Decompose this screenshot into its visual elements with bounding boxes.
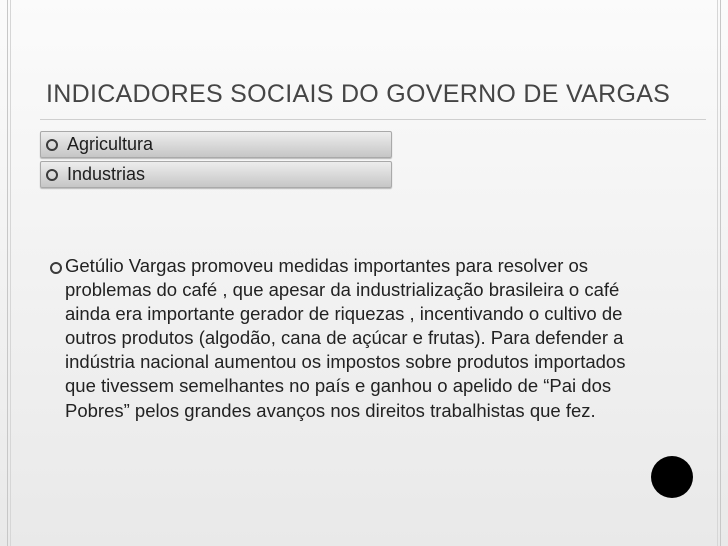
bullet-ring-icon <box>46 169 58 181</box>
title-divider <box>40 119 706 120</box>
bullet-label: Industrias <box>67 164 146 184</box>
slide-title: INDICADORES SOCIAIS DO GOVERNO DE VARGAS <box>46 80 671 108</box>
bullet-label: Agricultura <box>67 134 154 154</box>
bullet-ring-icon <box>46 139 58 151</box>
black-circle-decoration <box>651 456 693 498</box>
left-border-line <box>7 0 8 546</box>
left-border-line-inner <box>10 0 11 546</box>
bullet-bar-industrias <box>40 161 392 188</box>
right-border-line-inner <box>717 0 718 546</box>
bullet-bar-agricultura <box>40 131 392 158</box>
body-paragraph: Getúlio Vargas promoveu medidas importantes para resolver os problemas do café , que apesar da industrialização brasileira o café ainda era importante gerador de riquezas , incentivando o cultivo de outros produtos (algodão, cana de açúcar e frutas). Para defender a indústria nacional aumentou os impostos sobre produtos importados que tivessem semelhantes no país e ganhou o apelido de “Pai dos Pobres” pelos grandes avanços nos direitos trabalhistas que fez. <box>65 255 626 421</box>
right-border-line <box>720 0 721 546</box>
bullet-ring-icon <box>50 262 62 274</box>
